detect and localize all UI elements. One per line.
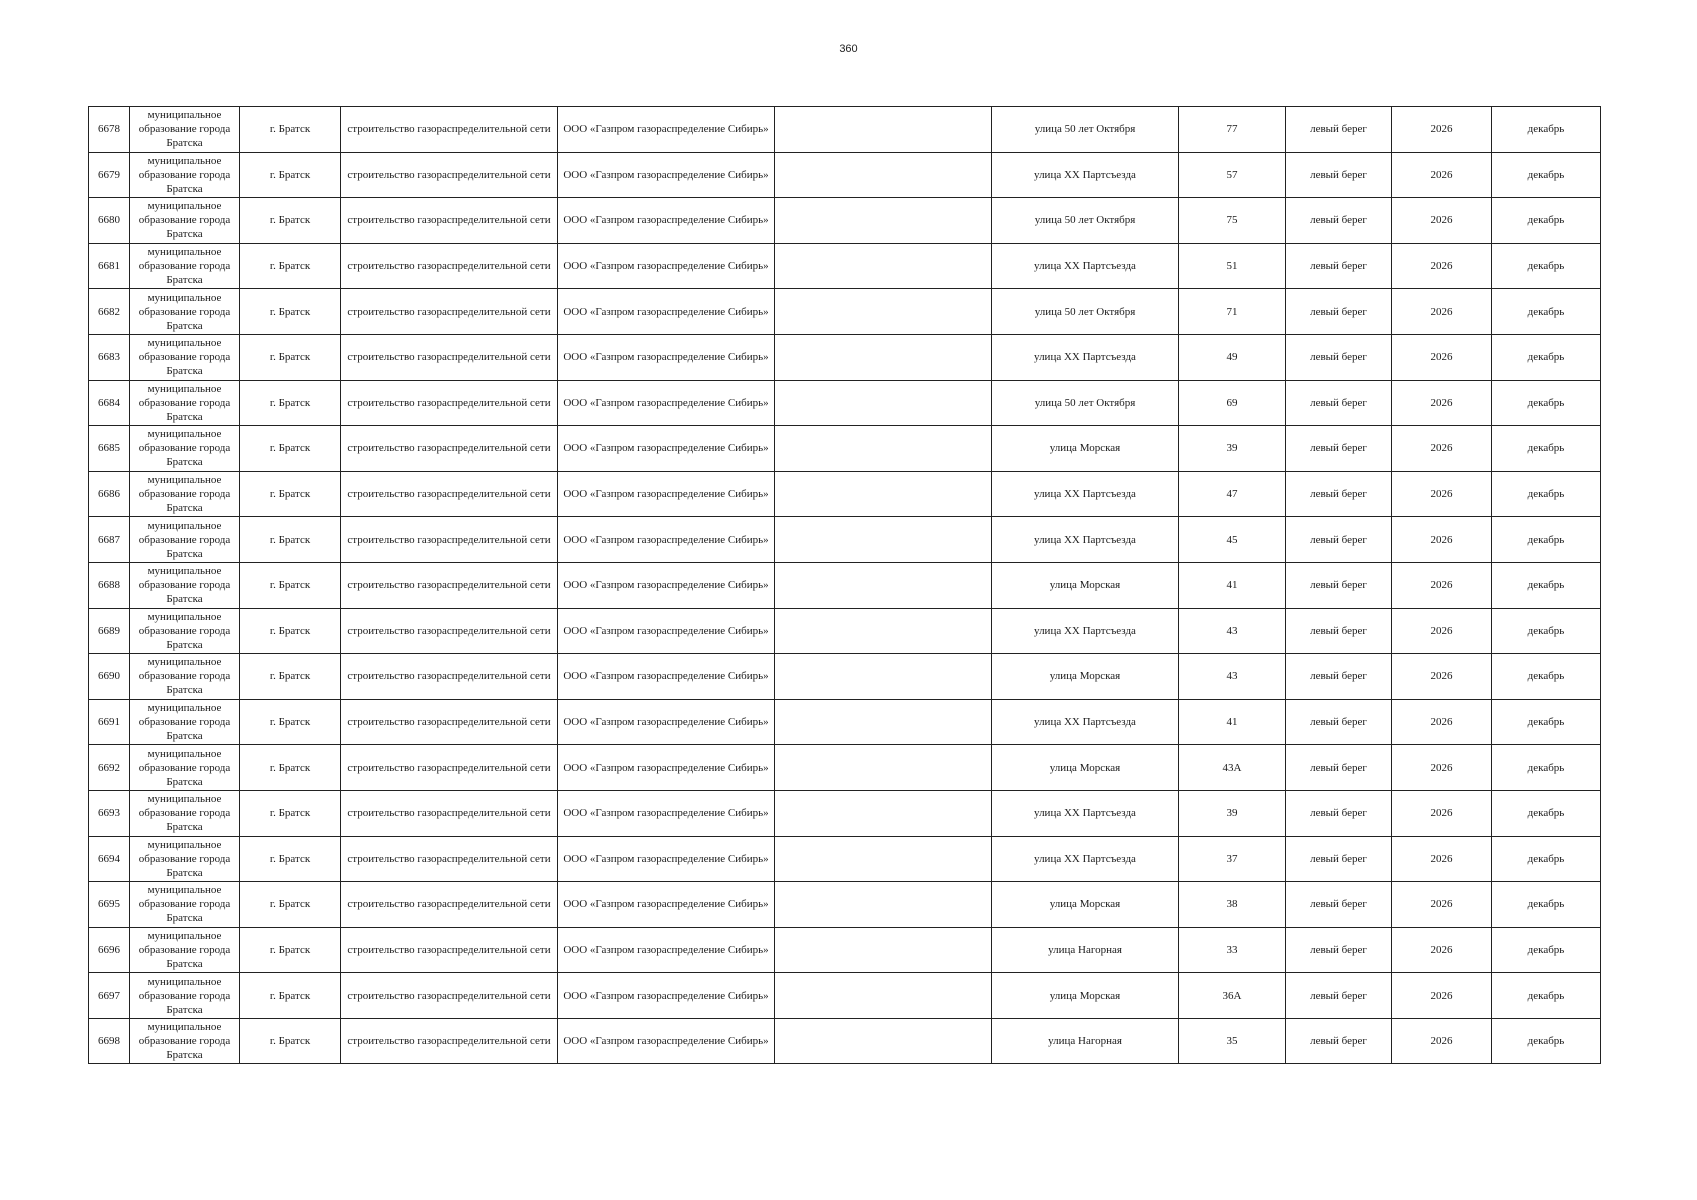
empty-cell xyxy=(775,608,992,654)
house-number-cell: 37 xyxy=(1179,836,1286,882)
street-cell: улица XX Партсъезда xyxy=(992,608,1179,654)
year-cell: 2026 xyxy=(1392,973,1492,1019)
municipality-cell: муниципальное образование города Братска xyxy=(130,289,240,335)
river-bank-cell: левый берег xyxy=(1286,334,1392,380)
street-cell: улица Морская xyxy=(992,654,1179,700)
organization-cell: ООО «Газпром газораспределение Сибирь» xyxy=(558,790,775,836)
work-type-cell: строительство газораспределительной сети xyxy=(341,608,558,654)
year-cell: 2026 xyxy=(1392,790,1492,836)
city-cell: г. Братск xyxy=(240,517,341,563)
month-cell: декабрь xyxy=(1492,745,1601,791)
month-cell: декабрь xyxy=(1492,334,1601,380)
work-type-cell: строительство газораспределительной сети xyxy=(341,654,558,700)
house-number-cell: 35 xyxy=(1179,1018,1286,1064)
row-number: 6686 xyxy=(89,471,130,517)
river-bank-cell: левый берег xyxy=(1286,790,1392,836)
table-body xyxy=(89,107,1601,1064)
house-number-cell: 39 xyxy=(1179,790,1286,836)
municipality-cell: муниципальное образование города Братска xyxy=(130,152,240,198)
city-cell: г. Братск xyxy=(240,426,341,472)
house-number-cell: 38 xyxy=(1179,882,1286,928)
empty-cell xyxy=(775,380,992,426)
river-bank-cell: левый берег xyxy=(1286,152,1392,198)
row-number: 6688 xyxy=(89,562,130,608)
month-cell: декабрь xyxy=(1492,562,1601,608)
work-type-cell: строительство газораспределительной сети xyxy=(341,927,558,973)
work-type-cell: строительство газораспределительной сети xyxy=(341,882,558,928)
city-cell: г. Братск xyxy=(240,973,341,1019)
row-number: 6682 xyxy=(89,289,130,335)
month-cell: декабрь xyxy=(1492,882,1601,928)
work-type-cell: строительство газораспределительной сети xyxy=(341,334,558,380)
row-number: 6681 xyxy=(89,243,130,289)
house-number-cell: 36А xyxy=(1179,973,1286,1019)
municipality-cell: муниципальное образование города Братска xyxy=(130,517,240,563)
row-number: 6683 xyxy=(89,334,130,380)
row-number: 6690 xyxy=(89,654,130,700)
organization-cell: ООО «Газпром газораспределение Сибирь» xyxy=(558,973,775,1019)
year-cell: 2026 xyxy=(1392,334,1492,380)
table-row xyxy=(89,334,1601,380)
month-cell: декабрь xyxy=(1492,654,1601,700)
year-cell: 2026 xyxy=(1392,289,1492,335)
table-row xyxy=(89,426,1601,472)
month-cell: декабрь xyxy=(1492,517,1601,563)
street-cell: улица 50 лет Октября xyxy=(992,107,1179,153)
row-number: 6684 xyxy=(89,380,130,426)
city-cell: г. Братск xyxy=(240,882,341,928)
house-number-cell: 41 xyxy=(1179,699,1286,745)
month-cell: декабрь xyxy=(1492,471,1601,517)
street-cell: улица XX Партсъезда xyxy=(992,243,1179,289)
work-type-cell: строительство газораспределительной сети xyxy=(341,471,558,517)
month-cell: декабрь xyxy=(1492,289,1601,335)
street-cell: улица XX Партсъезда xyxy=(992,334,1179,380)
table-row xyxy=(89,927,1601,973)
work-type-cell: строительство газораспределительной сети xyxy=(341,152,558,198)
table-row xyxy=(89,107,1601,153)
work-type-cell: строительство газораспределительной сети xyxy=(341,107,558,153)
row-number: 6697 xyxy=(89,973,130,1019)
year-cell: 2026 xyxy=(1392,927,1492,973)
city-cell: г. Братск xyxy=(240,608,341,654)
row-number: 6689 xyxy=(89,608,130,654)
empty-cell xyxy=(775,836,992,882)
row-number: 6685 xyxy=(89,426,130,472)
organization-cell: ООО «Газпром газораспределение Сибирь» xyxy=(558,471,775,517)
river-bank-cell: левый берег xyxy=(1286,243,1392,289)
river-bank-cell: левый берег xyxy=(1286,608,1392,654)
municipality-cell: муниципальное образование города Братска xyxy=(130,562,240,608)
row-number: 6694 xyxy=(89,836,130,882)
street-cell: улица 50 лет Октября xyxy=(992,198,1179,244)
empty-cell xyxy=(775,152,992,198)
municipality-cell: муниципальное образование города Братска xyxy=(130,243,240,289)
house-number-cell: 33 xyxy=(1179,927,1286,973)
organization-cell: ООО «Газпром газораспределение Сибирь» xyxy=(558,289,775,335)
municipality-cell: муниципальное образование города Братска xyxy=(130,927,240,973)
organization-cell: ООО «Газпром газораспределение Сибирь» xyxy=(558,654,775,700)
river-bank-cell: левый берег xyxy=(1286,426,1392,472)
row-number: 6678 xyxy=(89,107,130,153)
table-row xyxy=(89,608,1601,654)
city-cell: г. Братск xyxy=(240,836,341,882)
river-bank-cell: левый берег xyxy=(1286,836,1392,882)
year-cell: 2026 xyxy=(1392,745,1492,791)
year-cell: 2026 xyxy=(1392,836,1492,882)
empty-cell xyxy=(775,426,992,472)
table-row xyxy=(89,562,1601,608)
organization-cell: ООО «Газпром газораспределение Сибирь» xyxy=(558,334,775,380)
street-cell: улица Нагорная xyxy=(992,1018,1179,1064)
empty-cell xyxy=(775,289,992,335)
work-type-cell: строительство газораспределительной сети xyxy=(341,973,558,1019)
year-cell: 2026 xyxy=(1392,198,1492,244)
house-number-cell: 47 xyxy=(1179,471,1286,517)
row-number: 6687 xyxy=(89,517,130,563)
river-bank-cell: левый берег xyxy=(1286,1018,1392,1064)
river-bank-cell: левый берег xyxy=(1286,973,1392,1019)
municipality-cell: муниципальное образование города Братска xyxy=(130,107,240,153)
municipality-cell: муниципальное образование города Братска xyxy=(130,198,240,244)
municipality-cell: муниципальное образование города Братска xyxy=(130,380,240,426)
organization-cell: ООО «Газпром газораспределение Сибирь» xyxy=(558,1018,775,1064)
empty-cell xyxy=(775,927,992,973)
table-row xyxy=(89,699,1601,745)
river-bank-cell: левый берег xyxy=(1286,289,1392,335)
row-number: 6692 xyxy=(89,745,130,791)
street-cell: улица XX Партсъезда xyxy=(992,152,1179,198)
empty-cell xyxy=(775,973,992,1019)
municipality-cell: муниципальное образование города Братска xyxy=(130,654,240,700)
table-row xyxy=(89,745,1601,791)
house-number-cell: 49 xyxy=(1179,334,1286,380)
municipality-cell: муниципальное образование города Братска xyxy=(130,882,240,928)
year-cell: 2026 xyxy=(1392,152,1492,198)
city-cell: г. Братск xyxy=(240,927,341,973)
organization-cell: ООО «Газпром газораспределение Сибирь» xyxy=(558,380,775,426)
empty-cell xyxy=(775,243,992,289)
row-number: 6691 xyxy=(89,699,130,745)
street-cell: улица 50 лет Октября xyxy=(992,289,1179,335)
year-cell: 2026 xyxy=(1392,380,1492,426)
city-cell: г. Братск xyxy=(240,790,341,836)
work-type-cell: строительство газораспределительной сети xyxy=(341,517,558,563)
table-row xyxy=(89,836,1601,882)
year-cell: 2026 xyxy=(1392,426,1492,472)
organization-cell: ООО «Газпром газораспределение Сибирь» xyxy=(558,836,775,882)
year-cell: 2026 xyxy=(1392,243,1492,289)
work-type-cell: строительство газораспределительной сети xyxy=(341,380,558,426)
empty-cell xyxy=(775,882,992,928)
street-cell: улица Нагорная xyxy=(992,927,1179,973)
river-bank-cell: левый берег xyxy=(1286,562,1392,608)
empty-cell xyxy=(775,654,992,700)
municipality-cell: муниципальное образование города Братска xyxy=(130,699,240,745)
river-bank-cell: левый берег xyxy=(1286,654,1392,700)
work-type-cell: строительство газораспределительной сети xyxy=(341,289,558,335)
organization-cell: ООО «Газпром газораспределение Сибирь» xyxy=(558,243,775,289)
municipality-cell: муниципальное образование города Братска xyxy=(130,471,240,517)
city-cell: г. Братск xyxy=(240,289,341,335)
page-number: 360 xyxy=(839,43,858,55)
month-cell: декабрь xyxy=(1492,836,1601,882)
year-cell: 2026 xyxy=(1392,1018,1492,1064)
street-cell: улица Морская xyxy=(992,745,1179,791)
work-type-cell: строительство газораспределительной сети xyxy=(341,790,558,836)
work-type-cell: строительство газораспределительной сети xyxy=(341,426,558,472)
city-cell: г. Братск xyxy=(240,243,341,289)
river-bank-cell: левый берег xyxy=(1286,471,1392,517)
row-number: 6693 xyxy=(89,790,130,836)
house-number-cell: 39 xyxy=(1179,426,1286,472)
work-type-cell: строительство газораспределительной сети xyxy=(341,836,558,882)
street-cell: улица Морская xyxy=(992,973,1179,1019)
month-cell: декабрь xyxy=(1492,790,1601,836)
street-cell: улица 50 лет Октября xyxy=(992,380,1179,426)
house-number-cell: 51 xyxy=(1179,243,1286,289)
street-cell: улица XX Партсъезда xyxy=(992,836,1179,882)
house-number-cell: 43А xyxy=(1179,745,1286,791)
table-row xyxy=(89,973,1601,1019)
empty-cell xyxy=(775,334,992,380)
river-bank-cell: левый берег xyxy=(1286,745,1392,791)
month-cell: декабрь xyxy=(1492,973,1601,1019)
table-row xyxy=(89,289,1601,335)
month-cell: декабрь xyxy=(1492,608,1601,654)
organization-cell: ООО «Газпром газораспределение Сибирь» xyxy=(558,562,775,608)
table-row xyxy=(89,471,1601,517)
empty-cell xyxy=(775,699,992,745)
house-number-cell: 77 xyxy=(1179,107,1286,153)
house-number-cell: 43 xyxy=(1179,654,1286,700)
month-cell: декабрь xyxy=(1492,699,1601,745)
river-bank-cell: левый берег xyxy=(1286,517,1392,563)
year-cell: 2026 xyxy=(1392,517,1492,563)
river-bank-cell: левый берег xyxy=(1286,107,1392,153)
street-cell: улица XX Партсъезда xyxy=(992,471,1179,517)
city-cell: г. Братск xyxy=(240,152,341,198)
empty-cell xyxy=(775,471,992,517)
municipality-cell: муниципальное образование города Братска xyxy=(130,1018,240,1064)
street-cell: улица XX Партсъезда xyxy=(992,699,1179,745)
house-number-cell: 69 xyxy=(1179,380,1286,426)
municipality-cell: муниципальное образование города Братска xyxy=(130,790,240,836)
month-cell: декабрь xyxy=(1492,426,1601,472)
table-row xyxy=(89,790,1601,836)
city-cell: г. Братск xyxy=(240,562,341,608)
year-cell: 2026 xyxy=(1392,882,1492,928)
year-cell: 2026 xyxy=(1392,608,1492,654)
row-number: 6698 xyxy=(89,1018,130,1064)
work-type-cell: строительство газораспределительной сети xyxy=(341,198,558,244)
empty-cell xyxy=(775,745,992,791)
table-row xyxy=(89,654,1601,700)
table-row xyxy=(89,517,1601,563)
year-cell: 2026 xyxy=(1392,107,1492,153)
house-number-cell: 43 xyxy=(1179,608,1286,654)
house-number-cell: 75 xyxy=(1179,198,1286,244)
city-cell: г. Братск xyxy=(240,198,341,244)
work-type-cell: строительство газораспределительной сети xyxy=(341,699,558,745)
house-number-cell: 71 xyxy=(1179,289,1286,335)
month-cell: декабрь xyxy=(1492,927,1601,973)
empty-cell xyxy=(775,1018,992,1064)
street-cell: улица XX Партсъезда xyxy=(992,790,1179,836)
organization-cell: ООО «Газпром газораспределение Сибирь» xyxy=(558,882,775,928)
empty-cell xyxy=(775,562,992,608)
street-cell: улица XX Партсъезда xyxy=(992,517,1179,563)
organization-cell: ООО «Газпром газораспределение Сибирь» xyxy=(558,699,775,745)
month-cell: декабрь xyxy=(1492,152,1601,198)
month-cell: декабрь xyxy=(1492,243,1601,289)
table-row xyxy=(89,882,1601,928)
city-cell: г. Братск xyxy=(240,380,341,426)
municipality-cell: муниципальное образование города Братска xyxy=(130,836,240,882)
municipality-cell: муниципальное образование города Братска xyxy=(130,426,240,472)
empty-cell xyxy=(775,107,992,153)
month-cell: декабрь xyxy=(1492,107,1601,153)
municipality-cell: муниципальное образование города Братска xyxy=(130,608,240,654)
month-cell: декабрь xyxy=(1492,198,1601,244)
empty-cell xyxy=(775,790,992,836)
river-bank-cell: левый берег xyxy=(1286,882,1392,928)
municipality-cell: муниципальное образование города Братска xyxy=(130,334,240,380)
city-cell: г. Братск xyxy=(240,107,341,153)
empty-cell xyxy=(775,198,992,244)
city-cell: г. Братск xyxy=(240,654,341,700)
house-number-cell: 45 xyxy=(1179,517,1286,563)
work-type-cell: строительство газораспределительной сети xyxy=(341,562,558,608)
year-cell: 2026 xyxy=(1392,654,1492,700)
table-row xyxy=(89,1018,1601,1064)
row-number: 6680 xyxy=(89,198,130,244)
organization-cell: ООО «Газпром газораспределение Сибирь» xyxy=(558,608,775,654)
gas-network-table xyxy=(88,106,1601,1064)
work-type-cell: строительство газораспределительной сети xyxy=(341,243,558,289)
organization-cell: ООО «Газпром газораспределение Сибирь» xyxy=(558,426,775,472)
organization-cell: ООО «Газпром газораспределение Сибирь» xyxy=(558,198,775,244)
table-row xyxy=(89,152,1601,198)
municipality-cell: муниципальное образование города Братска xyxy=(130,973,240,1019)
river-bank-cell: левый берег xyxy=(1286,198,1392,244)
river-bank-cell: левый берег xyxy=(1286,380,1392,426)
city-cell: г. Братск xyxy=(240,745,341,791)
row-number: 6679 xyxy=(89,152,130,198)
organization-cell: ООО «Газпром газораспределение Сибирь» xyxy=(558,745,775,791)
house-number-cell: 41 xyxy=(1179,562,1286,608)
city-cell: г. Братск xyxy=(240,471,341,517)
organization-cell: ООО «Газпром газораспределение Сибирь» xyxy=(558,927,775,973)
house-number-cell: 57 xyxy=(1179,152,1286,198)
municipality-cell: муниципальное образование города Братска xyxy=(130,745,240,791)
year-cell: 2026 xyxy=(1392,562,1492,608)
city-cell: г. Братск xyxy=(240,1018,341,1064)
city-cell: г. Братск xyxy=(240,334,341,380)
street-cell: улица Морская xyxy=(992,426,1179,472)
table-row xyxy=(89,243,1601,289)
organization-cell: ООО «Газпром газораспределение Сибирь» xyxy=(558,517,775,563)
river-bank-cell: левый берег xyxy=(1286,927,1392,973)
row-number: 6696 xyxy=(89,927,130,973)
organization-cell: ООО «Газпром газораспределение Сибирь» xyxy=(558,152,775,198)
river-bank-cell: левый берег xyxy=(1286,699,1392,745)
row-number: 6695 xyxy=(89,882,130,928)
street-cell: улица Морская xyxy=(992,562,1179,608)
work-type-cell: строительство газораспределительной сети xyxy=(341,745,558,791)
work-type-cell: строительство газораспределительной сети xyxy=(341,1018,558,1064)
table-row xyxy=(89,380,1601,426)
table-row xyxy=(89,198,1601,244)
organization-cell: ООО «Газпром газораспределение Сибирь» xyxy=(558,107,775,153)
street-cell: улица Морская xyxy=(992,882,1179,928)
year-cell: 2026 xyxy=(1392,699,1492,745)
city-cell: г. Братск xyxy=(240,699,341,745)
month-cell: декабрь xyxy=(1492,380,1601,426)
year-cell: 2026 xyxy=(1392,471,1492,517)
empty-cell xyxy=(775,517,992,563)
month-cell: декабрь xyxy=(1492,1018,1601,1064)
